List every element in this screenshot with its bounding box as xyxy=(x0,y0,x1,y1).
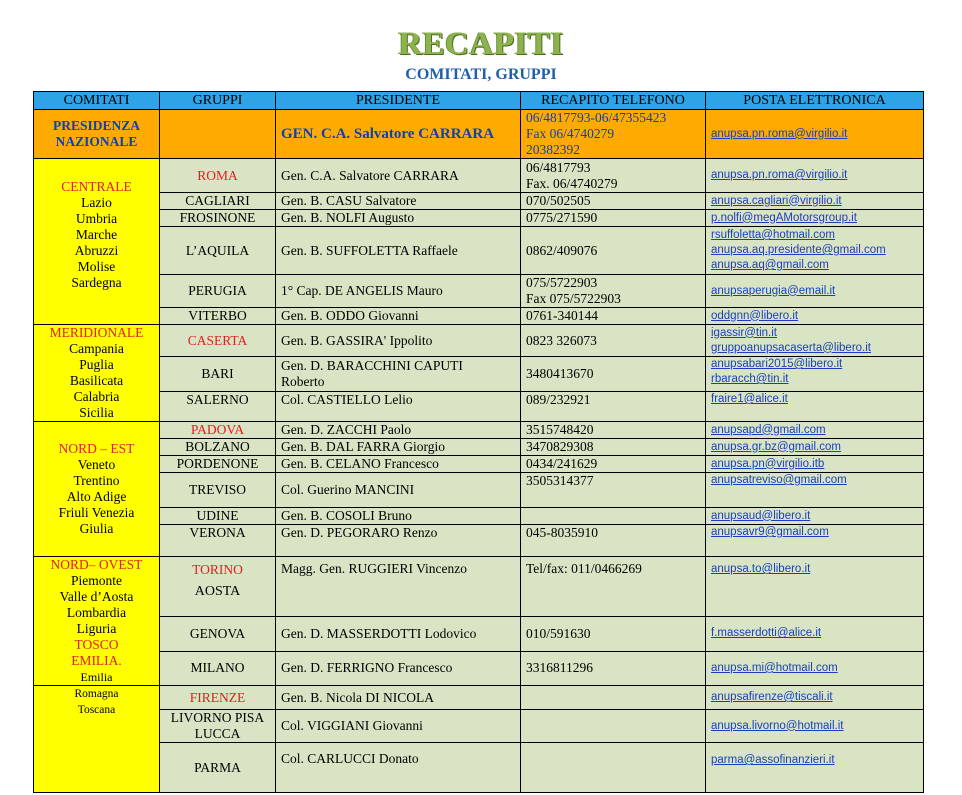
table-row xyxy=(34,275,924,308)
email-bari[interactable]: anupsabari2015@libero.it rbaracch@tin.it xyxy=(706,357,924,392)
email-roma[interactable]: anupsa.pn.roma@virgilio.it xyxy=(706,159,924,193)
table-row xyxy=(34,439,924,456)
presidenza-email[interactable]: anupsa.pn.roma@virgilio.it xyxy=(706,110,924,159)
email-cagliari[interactable]: anupsa.cagliari@virgilio.it xyxy=(706,193,924,210)
table-row xyxy=(34,422,924,439)
table-row xyxy=(34,357,924,392)
table-row xyxy=(34,557,924,617)
gruppo-pordenone: PORDENONE xyxy=(160,456,276,473)
tel-livorno xyxy=(521,710,706,743)
table-row xyxy=(34,473,924,508)
comitato-centrale: CENTRALE Lazio Umbria Marche Abruzzi Molise Sardegna xyxy=(34,159,160,325)
table-row xyxy=(34,227,924,275)
presidente-parma: Col. CARLUCCI Donato xyxy=(276,743,521,793)
gruppo-treviso: TREVISO xyxy=(160,473,276,508)
email-milano[interactable]: anupsa.mi@hotmail.com xyxy=(706,651,924,685)
email-salerno[interactable]: fraire1@alice.it xyxy=(706,392,924,422)
email-livorno[interactable]: anupsa.livorno@hotmail.it xyxy=(706,710,924,743)
table-row xyxy=(34,392,924,422)
table-header-row xyxy=(34,92,924,110)
tel-cagliari: 070/502505 xyxy=(521,193,706,210)
tel-bari: 3480413670 xyxy=(521,357,706,392)
table-row xyxy=(34,525,924,557)
table-row xyxy=(34,710,924,743)
email-viterbo[interactable]: oddgnn@libero.it xyxy=(706,308,924,325)
tel-parma xyxy=(521,743,706,793)
presidenza-tel: 06/4817793-06/47355423 Fax 06/4740279 20382392 xyxy=(521,110,706,159)
email-genova[interactable]: f.masserdotti@alice.it xyxy=(706,617,924,651)
presidenza-gruppo xyxy=(160,110,276,159)
gruppo-parma: PARMA xyxy=(160,743,276,793)
col-header-presidente: PRESIDENTE xyxy=(276,92,521,110)
tel-caserta: 0823 326073 xyxy=(521,325,706,357)
gruppo-salerno: SALERNO xyxy=(160,392,276,422)
col-header-email: POSTA ELETTRONICA xyxy=(706,92,924,110)
table-row xyxy=(34,743,924,793)
email-verona[interactable]: anupsavr9@gmail.com xyxy=(706,525,924,557)
comitato-meridionale: MERIDIONALE Campania Puglia Basilicata Calabria Sicilia xyxy=(34,325,160,422)
table-row xyxy=(34,686,924,710)
tel-torino: Tel/fax: 011/0466269 xyxy=(521,557,706,617)
presidente-viterbo: Gen. B. ODDO Giovanni xyxy=(276,308,521,325)
presidente-livorno: Col. VIGGIANI Giovanni xyxy=(276,710,521,743)
gruppo-bari: BARI xyxy=(160,357,276,392)
tel-genova: 010/591630 xyxy=(521,617,706,651)
gruppo-bolzano: BOLZANO xyxy=(160,439,276,456)
gruppo-cagliari: CAGLIARI xyxy=(160,193,276,210)
gruppo-verona: VERONA xyxy=(160,525,276,557)
tel-treviso: 3505314377 xyxy=(521,473,706,508)
presidente-milano: Gen. D. FERRIGNO Francesco xyxy=(276,651,521,685)
presidente-padova: Gen. D. ZACCHI Paolo xyxy=(276,422,521,439)
tel-padova: 3515748420 xyxy=(521,422,706,439)
comitato-nordest: NORD – EST Veneto Trentino Alto Adige Friuli Venezia Giulia xyxy=(34,422,160,557)
presidenza-presidente: GEN. C.A. Salvatore CARRARA xyxy=(276,110,521,159)
tel-roma: 06/4817793 Fax. 06/4740279 xyxy=(521,159,706,193)
comitato-nordovest: NORD– OVEST Piemonte Valle d’Aosta Lombardia Liguria TOSCO EMILIA. Emilia xyxy=(34,557,160,686)
tel-milano: 3316811296 xyxy=(521,651,706,685)
email-padova[interactable]: anupsapd@gmail.com xyxy=(706,422,924,439)
email-parma[interactable]: parma@assofinanzieri.it xyxy=(706,743,924,793)
gruppo-firenze: FIRENZE xyxy=(160,686,276,710)
table-row xyxy=(34,325,924,357)
tel-pordenone: 0434/241629 xyxy=(521,456,706,473)
tel-bolzano: 3470829308 xyxy=(521,439,706,456)
presidente-bolzano: Gen. B. DAL FARRA Giorgio xyxy=(276,439,521,456)
email-frosinone[interactable]: p.nolfi@megAMotorsgroup.it xyxy=(706,210,924,227)
presidente-roma: Gen. C.A. Salvatore CARRARA xyxy=(276,159,521,193)
gruppo-caserta: CASERTA xyxy=(160,325,276,357)
table-row xyxy=(34,308,924,325)
recapiti-table xyxy=(33,91,924,793)
tel-frosinone: 0775/271590 xyxy=(521,210,706,227)
gruppo-perugia: PERUGIA xyxy=(160,275,276,308)
presidente-pordenone: Gen. B. CELANO Francesco xyxy=(276,456,521,473)
presidente-torino: Magg. Gen. RUGGIERI Vincenzo xyxy=(276,557,521,617)
gruppo-laquila: L’AQUILA xyxy=(160,227,276,275)
presidente-cagliari: Gen. B. CASU Salvatore xyxy=(276,193,521,210)
email-perugia[interactable]: anupsaperugia@email.it xyxy=(706,275,924,308)
email-laquila[interactable]: rsuffoletta@hotmail.com anupsa.aq.presidente@gmail.com anupsa.aq@gmail.com xyxy=(706,227,924,275)
gruppo-genova: GENOVA xyxy=(160,617,276,651)
email-pordenone[interactable]: anupsa.pn@virgilio.itb xyxy=(706,456,924,473)
page-subtitle: COMITATI, GRUPPI xyxy=(405,66,557,83)
presidente-laquila: Gen. B. SUFFOLETTA Raffaele xyxy=(276,227,521,275)
tel-salerno: 089/232921 xyxy=(521,392,706,422)
table-row xyxy=(34,508,924,525)
gruppo-roma: ROMA xyxy=(160,159,276,193)
presidente-verona: Gen. D. PEGORARO Renzo xyxy=(276,525,521,557)
tel-verona: 045-8035910 xyxy=(521,525,706,557)
gruppo-udine: UDINE xyxy=(160,508,276,525)
email-bolzano[interactable]: anupsa.gr.bz@gmail.com xyxy=(706,439,924,456)
col-header-telefono: RECAPITO TELEFONO xyxy=(521,92,706,110)
email-torino[interactable]: anupsa.to@libero.it xyxy=(706,557,924,617)
tel-perugia: 075/5722903 Fax 075/5722903 xyxy=(521,275,706,308)
presidente-bari: Gen. D. BARACCHINI CAPUTI Roberto xyxy=(276,357,521,392)
table-row xyxy=(34,159,924,193)
tel-udine xyxy=(521,508,706,525)
gruppo-viterbo: VITERBO xyxy=(160,308,276,325)
table-row xyxy=(34,651,924,685)
tel-firenze xyxy=(521,686,706,710)
presidente-frosinone: Gen. B. NOLFI Augusto xyxy=(276,210,521,227)
presidente-genova: Gen. D. MASSERDOTTI Lodovico xyxy=(276,617,521,651)
presidente-firenze: Gen. B. Nicola DI NICOLA xyxy=(276,686,521,710)
presidente-treviso: Col. Guerino MANCINI xyxy=(276,473,521,508)
col-header-gruppi: GRUPPI xyxy=(160,92,276,110)
gruppo-torino: TORINO AOSTA xyxy=(160,557,276,617)
presidente-salerno: Col. CASTIELLO Lelio xyxy=(276,392,521,422)
presidenza-name: PRESIDENZA NAZIONALE xyxy=(34,110,160,159)
table-row xyxy=(34,193,924,210)
email-firenze[interactable]: anupsafirenze@tiscali.it xyxy=(706,686,924,710)
comitato-tosco-emilia: Romagna Toscana xyxy=(34,686,160,793)
email-treviso[interactable]: anupsatreviso@gmail.com xyxy=(706,473,924,508)
table-row xyxy=(34,210,924,227)
email-udine[interactable]: anupsaud@libero.it xyxy=(706,508,924,525)
presidente-perugia: 1° Cap. DE ANGELIS Mauro xyxy=(276,275,521,308)
table-row xyxy=(34,617,924,651)
table-row-presidenza xyxy=(34,110,924,159)
gruppo-padova: PADOVA xyxy=(160,422,276,439)
tel-viterbo: 0761-340144 xyxy=(521,308,706,325)
gruppo-frosinone: FROSINONE xyxy=(160,210,276,227)
email-caserta[interactable]: igassir@tin.it gruppoanupsacaserta@libero.it xyxy=(706,325,924,357)
table-row xyxy=(34,456,924,473)
tel-laquila: 0862/409076 xyxy=(521,227,706,275)
col-header-comitati: COMITATI xyxy=(34,92,160,110)
page-title: RECAPITI xyxy=(398,26,564,62)
gruppo-milano: MILANO xyxy=(160,651,276,685)
presidente-udine: Gen. B. COSOLI Bruno xyxy=(276,508,521,525)
presidente-caserta: Gen. B. GASSIRA' Ippolito xyxy=(276,325,521,357)
gruppo-livorno: LIVORNO PISA LUCCA xyxy=(160,710,276,743)
